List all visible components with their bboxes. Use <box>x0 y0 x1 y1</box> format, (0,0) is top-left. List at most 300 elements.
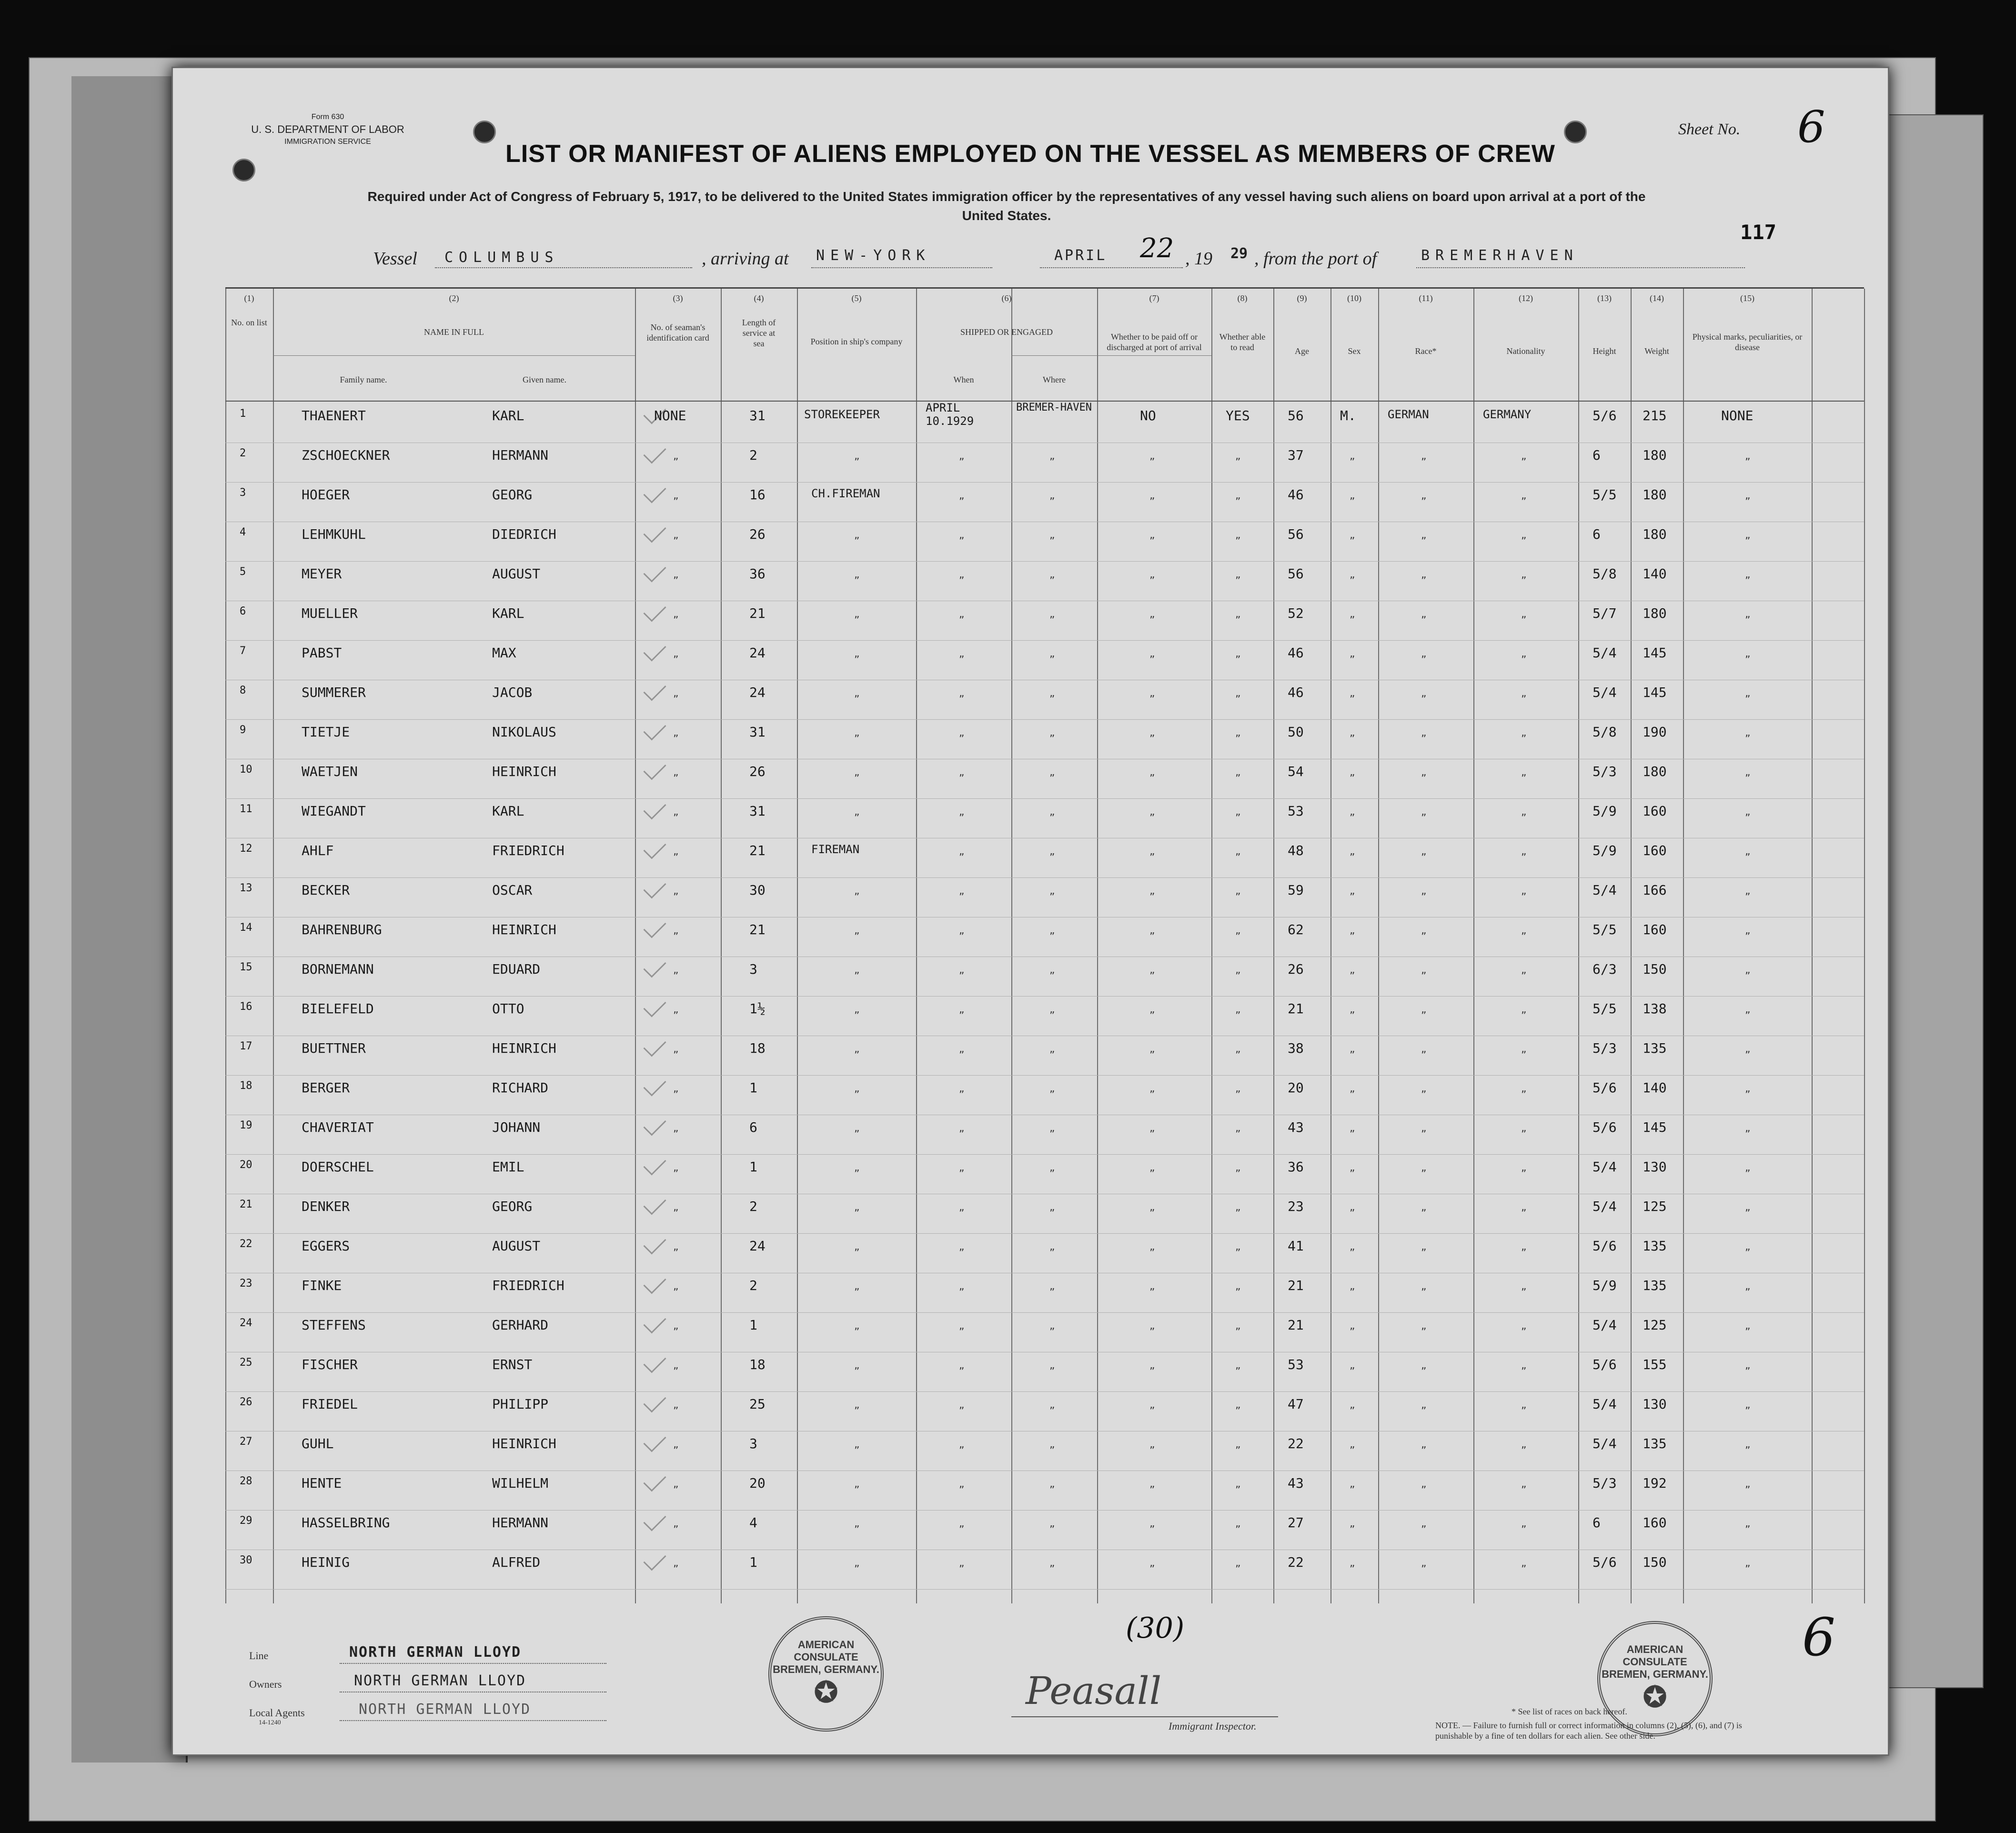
ditto-mark: „ <box>673 1280 679 1292</box>
given-name: ALFRED <box>492 1554 541 1570</box>
ditto-mark: „ <box>1350 569 1355 581</box>
header-when: When <box>953 375 974 384</box>
height: 5/7 <box>1593 605 1617 621</box>
ditto-mark: „ <box>1049 1518 1055 1530</box>
ditto-mark: „ <box>854 1518 860 1530</box>
table-row-divider <box>225 1075 1864 1076</box>
given-name: GERHARD <box>492 1317 549 1333</box>
ditto-mark: „ <box>1350 648 1355 660</box>
ditto-mark: „ <box>854 1004 860 1016</box>
ditto-mark: „ <box>959 1241 965 1253</box>
ditto-mark: „ <box>1149 806 1155 818</box>
agents-value: NORTH GERMAN LLOYD <box>359 1701 531 1718</box>
ditto-mark: „ <box>673 687 679 699</box>
height: 6 <box>1593 1515 1601 1531</box>
weight: 180 <box>1643 764 1667 779</box>
service-length: 21 <box>749 843 766 858</box>
ditto-mark: „ <box>959 964 965 976</box>
ditto-mark: „ <box>959 1043 965 1055</box>
ditto-mark: „ <box>1235 1478 1241 1490</box>
ditto-mark: „ <box>1049 1280 1055 1292</box>
ditto-mark: „ <box>854 1083 860 1095</box>
stamp-text: AMERICAN CONSULATE BREMEN, GERMANY. <box>773 1639 879 1675</box>
height: 5/6 <box>1593 1238 1617 1254</box>
row-number: 28 <box>240 1475 252 1487</box>
ditto-mark: „ <box>1421 1439 1427 1450</box>
nationality: GERMANY <box>1483 408 1532 421</box>
ditto-mark: „ <box>1521 687 1527 699</box>
weight: 135 <box>1643 1238 1667 1254</box>
ditto-mark: „ <box>854 1399 860 1411</box>
header-name: NAME IN FULL <box>424 327 484 337</box>
weight: 192 <box>1643 1475 1667 1491</box>
age: 56 <box>1288 408 1304 423</box>
ditto-mark: „ <box>959 806 965 818</box>
ditto-mark: „ <box>1521 529 1527 541</box>
ditto-mark: „ <box>1521 1043 1527 1055</box>
given-name: OTTO <box>492 1001 524 1017</box>
row-number: 1 <box>240 408 246 420</box>
ditto-mark: „ <box>1521 766 1527 778</box>
header-paid-off: Whether to be paid off or discharged at port of arrival <box>1107 332 1202 352</box>
service-length: 31 <box>749 724 766 740</box>
ditto-mark: „ <box>1350 529 1355 541</box>
row-number: 4 <box>240 526 246 538</box>
ditto-mark: „ <box>959 925 965 937</box>
ditto-mark: „ <box>1049 885 1055 897</box>
ditto-mark: „ <box>1745 925 1751 937</box>
ditto-mark: „ <box>673 1320 679 1332</box>
ditto-mark: „ <box>1421 569 1427 581</box>
age: 48 <box>1288 843 1304 858</box>
ditto-mark: „ <box>1745 1320 1751 1332</box>
service-length: 4 <box>749 1515 757 1531</box>
ditto-mark: „ <box>1049 1439 1055 1450</box>
line-value: NORTH GERMAN LLOYD <box>349 1644 522 1661</box>
weight: 160 <box>1643 922 1667 937</box>
ditto-mark: „ <box>1350 1201 1355 1213</box>
ditto-mark: „ <box>1350 1083 1355 1095</box>
position: STOREKEEPER <box>804 408 880 421</box>
ditto-mark: „ <box>1049 450 1055 462</box>
age: 37 <box>1288 447 1304 463</box>
ditto-mark: „ <box>1235 529 1241 541</box>
consulate-stamp-left <box>768 1616 884 1732</box>
ditto-mark: „ <box>959 727 965 739</box>
ditto-mark: „ <box>1421 1201 1427 1213</box>
ditto-mark: „ <box>854 529 860 541</box>
form-code: 14-1240 <box>259 1719 281 1726</box>
age: 38 <box>1288 1040 1304 1056</box>
weight: 180 <box>1643 487 1667 503</box>
given-name: NIKOLAUS <box>492 724 556 740</box>
ditto-mark: „ <box>1149 1122 1155 1134</box>
ditto-mark: „ <box>1235 687 1241 699</box>
ditto-mark: „ <box>1149 1320 1155 1332</box>
height: 5/4 <box>1593 685 1617 700</box>
ditto-mark: „ <box>673 1557 679 1569</box>
given-name: AUGUST <box>492 566 541 582</box>
ditto-mark: „ <box>854 1162 860 1174</box>
weight: 145 <box>1643 1119 1667 1135</box>
ditto-mark: „ <box>1350 727 1355 739</box>
ditto-mark: „ <box>1421 1320 1427 1332</box>
weight: 160 <box>1643 803 1667 819</box>
given-name: WILHELM <box>492 1475 549 1491</box>
ditto-mark: „ <box>959 766 965 778</box>
ditto-mark: „ <box>1421 1360 1427 1371</box>
row-number: 17 <box>240 1040 252 1052</box>
height: 5/4 <box>1593 1396 1617 1412</box>
ditto-mark: „ <box>1421 1122 1427 1134</box>
row-number: 11 <box>240 803 252 815</box>
row-number: 13 <box>240 882 252 894</box>
height: 5/5 <box>1593 487 1617 503</box>
ditto-mark: „ <box>959 1478 965 1490</box>
ditto-mark: „ <box>673 1360 679 1371</box>
ditto-mark: „ <box>1521 1360 1527 1371</box>
ditto-mark: „ <box>1350 1557 1355 1569</box>
ditto-mark: „ <box>1421 490 1427 502</box>
check-mark-icon <box>643 1429 666 1452</box>
ditto-mark: „ <box>1149 608 1155 620</box>
service-length: 25 <box>749 1396 766 1412</box>
ditto-mark: „ <box>1745 1360 1751 1371</box>
given-name: MAX <box>492 645 516 661</box>
header-where: Where <box>1043 375 1066 384</box>
ditto-mark: „ <box>1421 687 1427 699</box>
family-name: EGGERS <box>302 1238 350 1254</box>
ditto-mark: „ <box>1521 1162 1527 1174</box>
service-length: 2 <box>749 447 757 463</box>
table-row-divider <box>225 482 1864 483</box>
family-name: HEINIG <box>302 1554 350 1570</box>
check-mark-icon <box>643 1548 666 1571</box>
ditto-mark: „ <box>1421 1004 1427 1016</box>
ditto-mark: „ <box>1149 1360 1155 1371</box>
ditto-mark: „ <box>1350 806 1355 818</box>
ditto-mark: „ <box>1235 450 1241 462</box>
table-row-divider <box>225 1233 1864 1234</box>
header-no: No. on list <box>231 318 267 327</box>
ditto-mark: „ <box>673 1201 679 1213</box>
ditto-mark: „ <box>1745 1399 1751 1411</box>
col-num-8: (8) <box>1237 293 1248 303</box>
check-mark-icon <box>643 480 666 503</box>
ditto-mark: „ <box>1521 846 1527 857</box>
ditto-mark: „ <box>1350 1518 1355 1530</box>
age: 46 <box>1288 487 1304 503</box>
height: 5/8 <box>1593 724 1617 740</box>
ditto-mark: „ <box>1521 1280 1527 1292</box>
row-number: 20 <box>240 1159 252 1171</box>
service-length: 18 <box>749 1040 766 1056</box>
eagle-seal-icon: ✪ <box>814 1676 838 1708</box>
binder-strip <box>71 76 188 1762</box>
weight: 130 <box>1643 1159 1667 1175</box>
ditto-mark: „ <box>1149 687 1155 699</box>
ditto-mark: „ <box>673 490 679 502</box>
family-name: ZSCHOECKNER <box>302 447 390 463</box>
ditto-mark: „ <box>1235 1518 1241 1530</box>
ditto-mark: „ <box>1745 490 1751 502</box>
ditto-mark: „ <box>1745 569 1751 581</box>
ditto-mark: „ <box>1149 1439 1155 1450</box>
row-number: 15 <box>240 961 252 973</box>
ditto-mark: „ <box>1235 1043 1241 1055</box>
check-mark-icon <box>643 1350 666 1373</box>
ditto-mark: „ <box>1745 1004 1751 1016</box>
ditto-mark: „ <box>1350 490 1355 502</box>
family-name: BUETTNER <box>302 1040 366 1056</box>
ditto-mark: „ <box>1049 964 1055 976</box>
weight: 145 <box>1643 645 1667 661</box>
age: 21 <box>1288 1001 1304 1017</box>
check-mark-icon <box>643 1231 666 1254</box>
weight: 150 <box>1643 961 1667 977</box>
service-length: 24 <box>749 1238 766 1254</box>
ditto-mark: „ <box>1049 1360 1055 1371</box>
check-mark-icon <box>643 559 666 582</box>
ditto-mark: „ <box>1049 846 1055 857</box>
row-number: 16 <box>240 1001 252 1013</box>
ditto-mark: „ <box>1149 766 1155 778</box>
ditto-mark: „ <box>959 1201 965 1213</box>
ditto-mark: „ <box>673 1399 679 1411</box>
service-length: 21 <box>749 605 766 621</box>
header-position: Position in ship's company <box>810 337 903 346</box>
row-number: 30 <box>240 1554 252 1566</box>
row-number: 24 <box>240 1317 252 1329</box>
ditto-mark: „ <box>1149 648 1155 660</box>
ditto-mark: „ <box>1049 925 1055 937</box>
ditto-mark: „ <box>1350 885 1355 897</box>
crew-table <box>225 287 1864 1603</box>
ditto-mark: „ <box>1235 846 1241 857</box>
col-num-13: (13) <box>1597 293 1612 303</box>
col-num-1: (1) <box>244 293 254 303</box>
ditto-mark: „ <box>1235 569 1241 581</box>
check-mark-icon <box>643 796 666 819</box>
weight: 145 <box>1643 685 1667 700</box>
row-number: 21 <box>240 1198 252 1210</box>
ditto-mark: „ <box>1350 687 1355 699</box>
ditto-mark: „ <box>854 648 860 660</box>
ditto-mark: „ <box>1149 1241 1155 1253</box>
ditto-mark: „ <box>854 925 860 937</box>
ditto-mark: „ <box>1049 1241 1055 1253</box>
row-number: 10 <box>240 764 252 776</box>
weight: 138 <box>1643 1001 1667 1017</box>
given-name: DIEDRICH <box>492 526 556 542</box>
ditto-mark: „ <box>1421 608 1427 620</box>
ditto-mark: „ <box>854 727 860 739</box>
arrival-month: APRIL <box>1054 247 1107 264</box>
row-number: 8 <box>240 685 246 696</box>
ditto-mark: „ <box>1049 1004 1055 1016</box>
height: 5/4 <box>1593 645 1617 661</box>
ditto-mark: „ <box>1521 964 1527 976</box>
ditto-mark: „ <box>1149 1162 1155 1174</box>
age: 43 <box>1288 1119 1304 1135</box>
header-marks: Physical marks, peculiarities, or disease <box>1692 332 1803 352</box>
ditto-mark: „ <box>854 806 860 818</box>
department-name: U. S. DEPARTMENT OF LABOR <box>251 123 404 135</box>
ditto-mark: „ <box>1745 766 1751 778</box>
col-num-4: (4) <box>754 293 764 303</box>
age: 22 <box>1288 1436 1304 1451</box>
age: 52 <box>1288 605 1304 621</box>
age: 46 <box>1288 685 1304 700</box>
age: 41 <box>1288 1238 1304 1254</box>
height: 6 <box>1593 447 1601 463</box>
line-label: Line <box>249 1650 269 1662</box>
ditto-mark: „ <box>1350 925 1355 937</box>
ditto-mark: „ <box>1421 450 1427 462</box>
check-mark-icon <box>643 638 666 661</box>
ditto-mark: „ <box>1421 885 1427 897</box>
service-length: 2 <box>749 1278 757 1293</box>
weight: 150 <box>1643 1554 1667 1570</box>
ditto-mark: „ <box>1521 648 1527 660</box>
given-name: KARL <box>492 408 524 423</box>
weight: 180 <box>1643 447 1667 463</box>
ditto-mark: „ <box>1421 1083 1427 1095</box>
ditto-mark: „ <box>854 1241 860 1253</box>
service-length: 26 <box>749 764 766 779</box>
arriving-label: , arriving at <box>702 249 789 269</box>
vessel-line <box>373 233 1754 273</box>
age: 23 <box>1288 1198 1304 1214</box>
ditto-mark: „ <box>959 1557 965 1569</box>
header-read: Whether able to read <box>1219 332 1266 352</box>
ditto-mark: „ <box>1149 1399 1155 1411</box>
ditto-mark: „ <box>1521 885 1527 897</box>
check-mark-icon <box>643 994 666 1017</box>
owners-label: Owners <box>249 1678 282 1690</box>
table-row-divider <box>225 996 1864 997</box>
position: FIREMAN <box>811 843 860 856</box>
ditto-mark: „ <box>1421 964 1427 976</box>
ditto-mark: „ <box>1350 1122 1355 1134</box>
ditto-mark: „ <box>673 846 679 857</box>
family-name: TIETJE <box>302 724 350 740</box>
age: 56 <box>1288 566 1304 582</box>
ditto-mark: „ <box>1350 1162 1355 1174</box>
ditto-mark: „ <box>1350 1320 1355 1332</box>
ditto-mark: „ <box>1350 1241 1355 1253</box>
check-mark-icon <box>643 678 666 701</box>
vessel-name: COLUMBUS <box>444 249 559 266</box>
ditto-mark: „ <box>673 648 679 660</box>
ditto-mark: „ <box>1049 1399 1055 1411</box>
header-shipped: SHIPPED OR ENGAGED <box>960 327 1053 337</box>
given-name: GEORG <box>492 1198 533 1214</box>
header-given: Given name. <box>523 375 566 384</box>
ditto-mark: „ <box>1350 450 1355 462</box>
ditto-mark: „ <box>959 529 965 541</box>
ditto-mark: „ <box>1521 569 1527 581</box>
service-length: 20 <box>749 1475 766 1491</box>
given-name: HERMANN <box>492 447 549 463</box>
height: 5/6 <box>1593 1357 1617 1372</box>
from-port-label: , from the port of <box>1254 249 1377 269</box>
arrival-day: 22 <box>1140 233 1174 264</box>
ditto-mark: „ <box>1235 727 1241 739</box>
service-length: 3 <box>749 961 757 977</box>
family-name: BAHRENBURG <box>302 922 382 937</box>
ditto-mark: „ <box>1149 964 1155 976</box>
col-num-2: (2) <box>449 293 459 303</box>
ditto-mark: „ <box>1149 1478 1155 1490</box>
ditto-mark: „ <box>673 1241 679 1253</box>
check-mark-icon <box>643 836 666 859</box>
ditto-mark: „ <box>1149 450 1155 462</box>
ditto-mark: „ <box>1049 1201 1055 1213</box>
service-length: 21 <box>749 922 766 937</box>
ditto-mark: „ <box>1745 687 1751 699</box>
ditto-mark: „ <box>1235 1280 1241 1292</box>
ditto-mark: „ <box>1350 608 1355 620</box>
family-name: DENKER <box>302 1198 350 1214</box>
col-num-10: (10) <box>1347 293 1361 303</box>
ditto-mark: „ <box>1049 1122 1055 1134</box>
ditto-mark: „ <box>1521 1241 1527 1253</box>
check-mark-icon <box>643 1034 666 1057</box>
ditto-mark: „ <box>959 1399 965 1411</box>
check-mark-icon <box>643 1152 666 1175</box>
ditto-mark: „ <box>1149 1518 1155 1530</box>
sex: M. <box>1340 408 1356 423</box>
ditto-mark: „ <box>854 885 860 897</box>
service-length: 1 <box>749 1159 757 1175</box>
check-mark-icon <box>643 717 666 740</box>
able-to-read: YES <box>1226 408 1250 423</box>
ditto-mark: „ <box>854 1201 860 1213</box>
ditto-mark: „ <box>1350 1280 1355 1292</box>
row-number: 19 <box>240 1119 252 1131</box>
ditto-mark: „ <box>1521 1122 1527 1134</box>
table-row-divider <box>225 719 1864 720</box>
ditto-mark: „ <box>673 529 679 541</box>
age: 26 <box>1288 961 1304 977</box>
ditto-mark: „ <box>1149 529 1155 541</box>
ditto-mark: „ <box>1745 1083 1751 1095</box>
ditto-mark: „ <box>959 1360 965 1371</box>
weight: 160 <box>1643 1515 1667 1531</box>
given-name: HEINRICH <box>492 922 556 937</box>
weight: 155 <box>1643 1357 1667 1372</box>
ditto-mark: „ <box>1049 1478 1055 1490</box>
weight: 135 <box>1643 1278 1667 1293</box>
ditto-mark: „ <box>1149 1557 1155 1569</box>
ditto-mark: „ <box>1149 846 1155 857</box>
ditto-mark: „ <box>1421 806 1427 818</box>
row-number: 18 <box>240 1080 252 1092</box>
ditto-mark: „ <box>673 806 679 818</box>
ditto-mark: „ <box>1521 1004 1527 1016</box>
table-row-divider <box>225 1154 1864 1155</box>
ditto-mark: „ <box>854 1557 860 1569</box>
service-length: 26 <box>749 526 766 542</box>
check-mark-icon <box>643 1113 666 1136</box>
service-length: 1 <box>749 1080 757 1096</box>
ditto-mark: „ <box>1745 1557 1751 1569</box>
year-suffix: 29 <box>1230 245 1248 262</box>
height: 5/3 <box>1593 764 1617 779</box>
family-name: FINKE <box>302 1278 342 1293</box>
table-row-divider <box>225 1470 1864 1471</box>
